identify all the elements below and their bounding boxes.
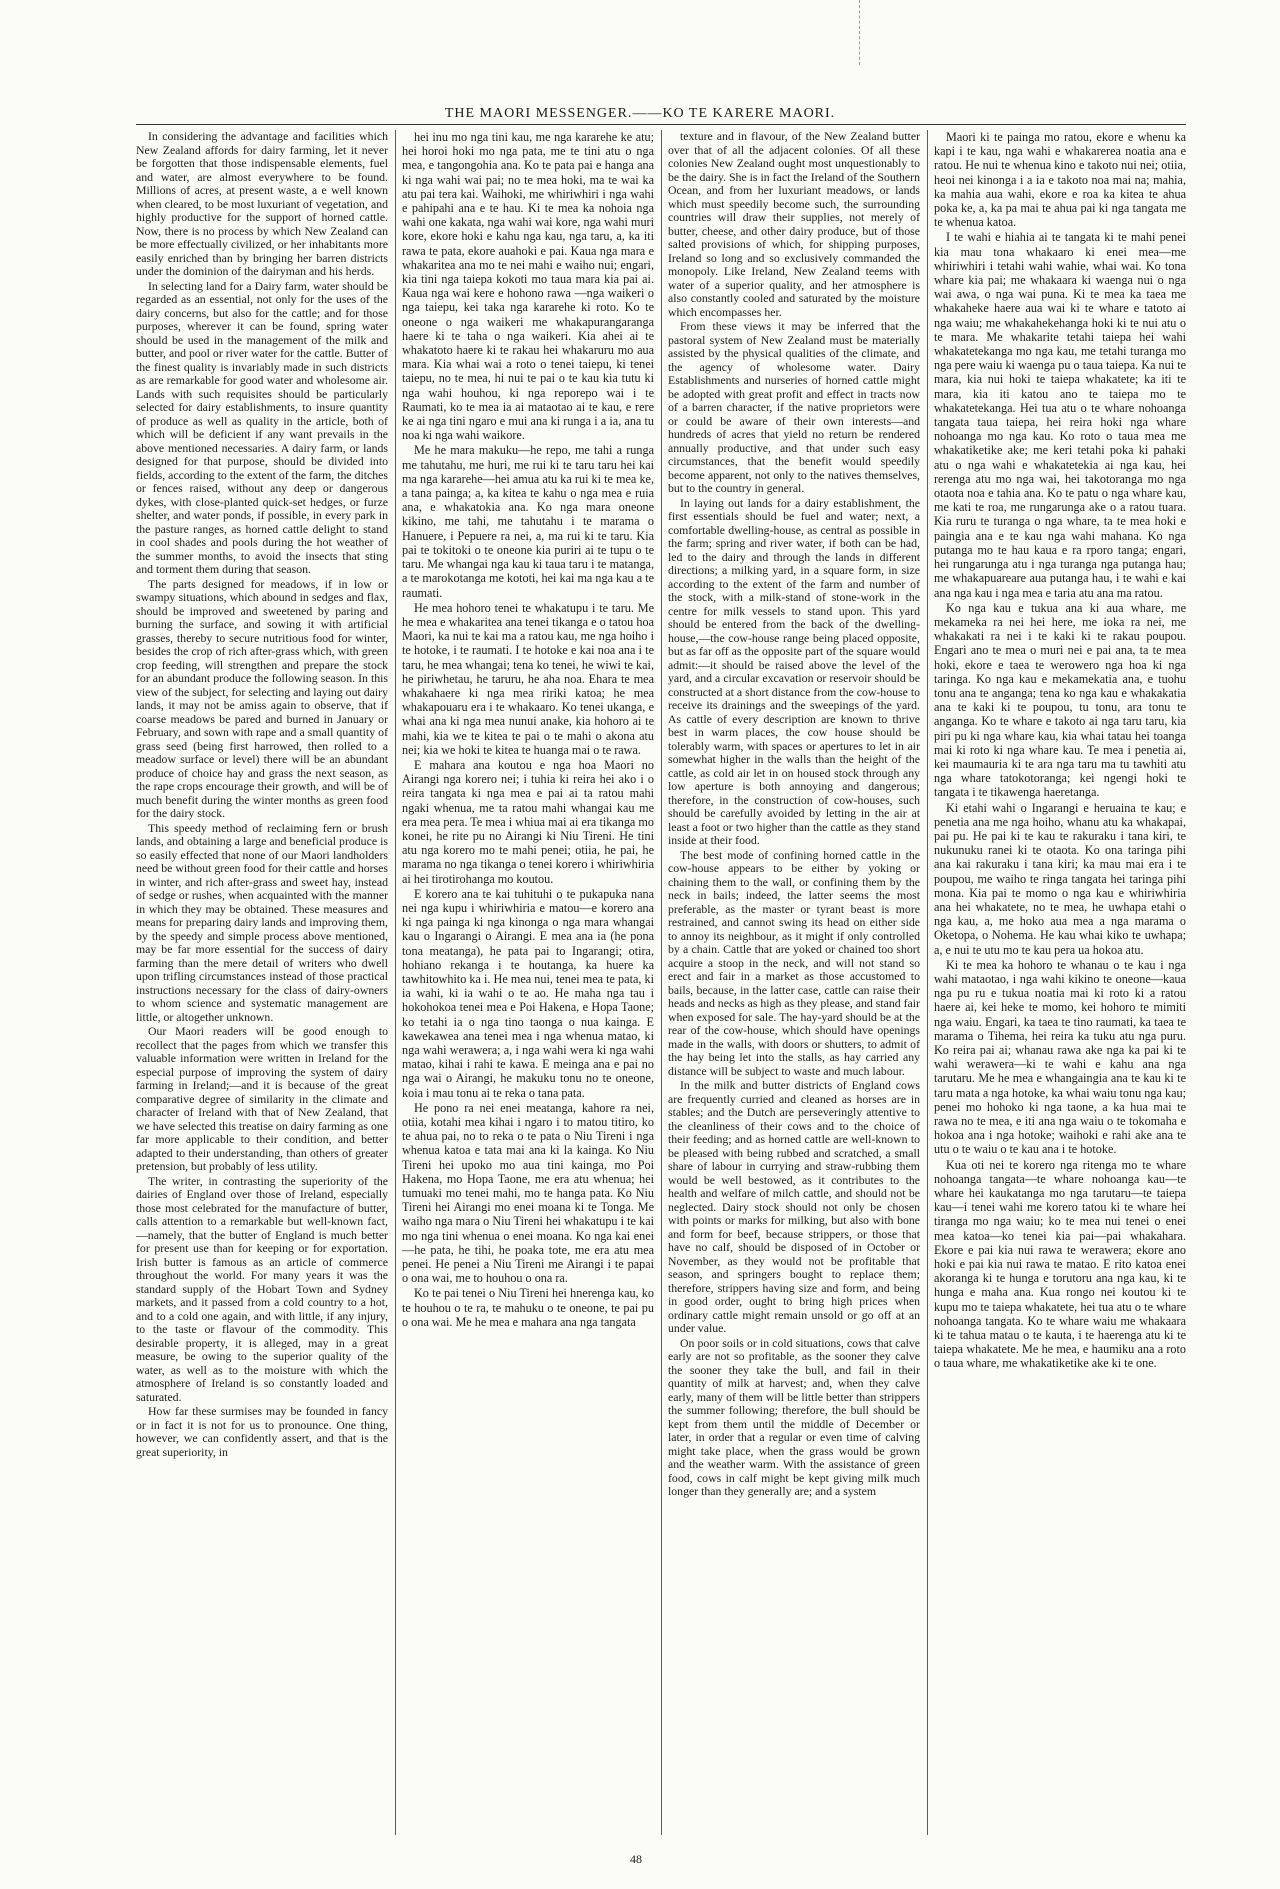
paragraph: Ki etahi wahi o Ingarangi e heruaina te kau; e penetia ana me nga hoiho, whanu atu ka whakapai, pai pu. He pai ki te kau te rakuraku i tana kiri, te nukunuku ranei ki te otaota. Ko ona taringa pihi ana kai rakuraku i tana kiri; ka mau mai era i te poupou, me waiho te ringa tangata hei taringa pihi mona. Kia pai te momo o nga kau e whiriwhiria ana hei whakatete, no te mea, he uwhapa etahi o nga kau, a, me hoko aua mea a nga marama o Oketopa, o Nohema. He kau whai kiko te uwhapa; a, e nui te utu mo te kau pera ua hokoa atu. xyxy=(934,800,1186,957)
column-maori-2 xyxy=(934,130,1186,1835)
header-english-title: THE MAORI MESSENGER. xyxy=(444,106,633,121)
column-divider xyxy=(395,130,396,1835)
running-header xyxy=(180,106,1100,122)
paragraph: In the milk and butter districts of England cows are frequently curried and cleaned as horses are in stables; and the Dutch are perseveringly attentive to the cleanliness of their cows and to the choice of their feeding; and as horned cattle are well-known to be pleased with being rubbed and scratched, a small share of labour in currying and straw-rubbing them would be well bestowed, as it contributes to the health and welfare of milch cattle, and should not be neglected. Dairy stock should not only be chosen with points or marks for milking, but also with bone and form for beef, because strippers, or those that have no calf, should be disposed of in October or November, as they would not be profitable that season, and springers bought to replace them; therefore, strippers having size and form, and being in good order, ought to bring high prices when ordinary cattle might remain unsold or go off at an under value. xyxy=(668,1078,920,1335)
column-maori-1 xyxy=(402,130,654,1835)
paragraph: The best mode of confining horned cattle in the cow-house appears to be either by yoking or chaining them to the wall, or confining them by the neck in bails; indeed, the latter seems the most preferable, as the master or tyrant beast is more restrained, and cannot swing its head on either side to annoy its neighbour, as it might if only controlled by a chain. Cattle that are yoked or chained too short acquire a stoop in the neck, and will not stand so erect and fair in a market as those accustomed to bails, because, in the latter case, cattle can raise their heads and necks as high as they please, and stand fair when exposed for sale. The hay-yard should be at the rear of the cow-house, which should have openings made in the walls, with doors or shutters, to admit of the hay being let into the stalls, as hay carried any distance will be subject to waste and much labour. xyxy=(668,847,920,1078)
column-divider xyxy=(661,130,662,1835)
text-columns xyxy=(136,124,1186,1839)
paragraph: The writer, in contrasting the superiority of the dairies of England over those of Ireland, especially those most celebrated for the manufacture of butter, calls attention to a remarkable but well-known fact,—namely, that the butter of England is much better for present use than for keeping or for exportation. Irish butter is famous as an article of commerce throughout the world. For many years it was the standard supply of the Hobart Town and Sydney markets, and it passed from a cold country to a hot, and to a cold one again, and with little, if any injury, to the taste or flavour of the commodity. This desirable property, it is alleged, may in a great measure, be owing to the superior quality of the water, as well as to the moisture with which the atmosphere of Ireland is so constantly loaded and saturated. xyxy=(136,1173,388,1404)
paragraph: He mea hohoro tenei te whakatupu i te taru. Me he mea e whakaritea ana tenei tikanga e o tatou hoa Maori, ka nui te kai ma a ratou kau, me nga hoiho i te hotoke, i te raumati. I te hotoke e kai noa ana i te taru, he mea whangai; tena ko tenei, he wiwi te kai, he piriwhetau, he taruru, he aha noa. Ehara te mea whakahaere ki nga mea ririki katoa; he mea whakapouaru era i te whakaaro. Ko tenei ukanga, e whai ana ki nga mea nunui anake, kia hohoro ai te mahi, kia we te kitea te pai o te mahi o akona atu nei; kia we hoki te kitea te huanga mai o te rawa. xyxy=(402,600,654,757)
paragraph: Our Maori readers will be good enough to recollect that the pages from which we transfer this valuable information were written in Ireland for the especial purpose of improving the system of dairy farming in Ireland;—and it is because of the great comparative degree of similarity in the climate and character of Ireland with that of New Zealand, that we have selected this treatise on dairy farming as one far more applicable to their condition, and better adapted to their understanding, than others of greater pretension, but probably of less utility. xyxy=(136,1024,388,1173)
header-rule xyxy=(136,124,1186,125)
paragraph: I te wahi e hiahia ai te tangata ki te mahi penei kia mau tona whakaaro ki enei mea—me whiriwhiri i tetahi wahi wahie, whai wai. Ko tona whare kia pai; me whakaara ki waenga nui o nga wai awa, o nga wai puna. Ki te mea ka taea me whakaheke haere aua wai ki te whare e tatoto ai nga waiu; me whakahekehanga hoki ki te nui atu o te mara. Me whakarite tetahi taiepa hei wahi whakatetekanga mo nga kau, me tetahi turanga mo nga pere waiu ki waenga pu o taua taiepa. Ka nui te mara, kia nui hoki te taiepa whakatete; ka iti te mara, kia iti katou ano te taiepa mo te whakatetekanga. Hei tua atu o te whare nohoanga tangata taua taiepa, hei reira hoki nga whare nohoanga mo nga kau. Ko roto o taua mea me whakatiketike ake; me keri tetahi poka ki pahaki atu o nga wahi e whakatetekia ai nga kau, hei rerenga atu mo nga wai, hei takotoranga mo nga otaota noa e tahia ana. Ko te patu o nga whare kau, me kati te roa, me rungarunga ake o a ratou tuara. Kia ruru te turanga o nga whare, ta te mea hoki e paingia ana e te kau nga wahi mahana. Ko nga putanga mo te hau kaua e ra rporo tanga; engari, hei rungarunga atu i nga turanga nga putanga hau; me whakapuareare aua putanga hau, i te wahi e kai ana nga kau i nga mea e taria atu ana ma ratou. xyxy=(934,230,1186,600)
paragraph: Kua oti nei te korero nga ritenga mo te whare nohoanga tangata—te whare nohoanga kau—te whare hei kaukatanga mo nga tarutaru—te taiepa kau—i tenei wahi me korero tatou ki te whare hei tiranga mo nga waiu; ko te mea nui tenei o enei mea katoa—ko tenei kia pai—pai whakahara. Ekore e pai kia nui rawa te werawera; ekore ano hoki e pai kia nui rawa te matao. E rito katoa enei akoranga ki te hunga e torutoru ana nga kau, ki te hunga e maha ana. Kua rongo nei koutou ki te kupu mo te taiepa whakatete, hei tua atu o te whare nohoanga tangata. Ko te whare waiu me whakaara ki te tahua matau o te kauta, i te haerenga atu ki te taiepa whakatete. Me he mea, e haumiku ana a roto o taua whare, me whakatiketike ake ki te one. xyxy=(934,1157,1186,1371)
paragraph: On poor soils or in cold situations, cows that calve early are not so profitable, as the sooner they calve the sooner they take the bull, and fail in their quantity of milk at harvest; and, when they calve early, many of them will be little better than strippers the summer following; therefore, the bull should be kept from them until the middle of December or later, in order that a regular or even time of calving might take place, when the grass would be grown and the weather warm. With the assistance of green food, cows in calf might be kept giving milk much longer than they generally are; and a system xyxy=(668,1335,920,1498)
paragraph: This speedy method of reclaiming fern or brush lands, and obtaining a large and beneficial produce is so easily effected that none of our Maori landholders need be without green food for their cattle and horses in winter, and rich after-grass and sweet hay, instead of sedge or rushes, when acquainted with the manner in which they may be obtained. These measures and means for preparing dairy lands and improving them, by the speedy and simple process above mentioned, may be far more essential for the success of dairy farming than the mere detail of writers who dwell upon trifling circumstances instead of those practical instructions necessary for the class of dairy-owners to whom science and systematic management are little, or altogether unknown. xyxy=(136,820,388,1024)
paragraph: hei inu mo nga tini kau, me nga kararehe ke atu; hei horoi hoki mo nga pata, me te tini atu o nga mea, e tangongohia ana. Ko te pata pai e hanga ana ki nga wahi wai pai; no te mea hoki, ma te wai ka atu pai tera kai. Waihoki, me whiriwhiri i nga wahi e pahipahi ana e te hau. Ki te mea ka nohoia nga wahi one kakata, nga wahi wai kore, nga wahi muri kore, ekore hoki e kahu nga kau, nga taru, a, ka iti rawa te pata, ekore auahoki e pai. Kaua nga mara e whakaritea ana mo te nei mahi e waiho nui; engari, kia tini nga taiepa kokoti mo taua mara kia pai ai. Kaua nga wai kere e hohono rawa —nga waikeri o nga taiepu, kei taka nga kararehe ki roto. Ko te oneone o nga waikeri me whakapurangaranga haere ki te taha o nga waikeri. Kia ahei ai te whakatoto haere ki te rakau hei whakaruru mo aua mara. Kia whai wai a roto o tenei taiepu, ki tenei taiepu, no te mea, hi nui te pai o te kau kia tutu ki nga wahi houhou, ki nga reporepo wai i te Raumati, ko te mea ia ai mataotao ai te kau, e rere ke ai nga tini ngaro e mui ana ki runga i a ia, ana tu noa ki nga wahi waikore. xyxy=(402,130,654,443)
paragraph: In considering the advantage and facilities which New Zealand affords for dairy farming, let it never be forgotten that those indispensable elements, fuel and water, are almost everywhere to be found. Millions of acres, at present waste, a e well known when cleared, to be most luxuriant of vegetation, and highly productive for the support of horned cattle. Now, there is no process by which New Zealand can be more effectually civilized, or her inhabitants more easily enriched than by bringing her barren districts under the dominion of the dairyman and his herds. xyxy=(136,130,388,278)
header-maori-title: KO TE KARERE MAORI. xyxy=(662,106,836,121)
paragraph: Me he mara makuku—he repo, me tahi a runga me tahutahu, me huri, me rui ki te taru taru hei kai ma nga kararehe—hei amua atu ka rui ki te mea ke, a tana painga; a, ka kitea te kahu o nga mea e ruia ana, e whakatokia ana. Ko nga mara oneone kikino, me tahi, me tahutahu i te marama o Hanuere, i Pepuere ra nei, a, ma rui ki te taru. Kia pai te tokitoki o te oneone kia puriri ai te tupu o te taru. Me whangai nga kau ki taua taru i te matanga, a te marokotanga me kototi, hei kai ma nga kau a te raumati. xyxy=(402,443,654,600)
paragraph: texture and in flavour, of the New Zealand butter over that of all the adjacent colonies. Of all these colonies New Zealand ought most unquestionably to be the dairy. She is in fact the Ireland of the Southern Ocean, and from her luxuriant meadows, or lands which must speedily become such, the surrounding countries will draw their supplies, not merely of butter, cheese, and other dairy produce, but of those salted provisions of which, for shipping purposes, Ireland so long and so exclusively commanded the monopoly. Like Ireland, New Zealand teems with water of a superior quality, and her atmosphere is also constantly cooled and saturated by the moisture which encompasses her. xyxy=(668,130,920,319)
paragraph: The parts designed for meadows, if in low or swampy situations, which abound in sedges and flax, should be improved and sweetened by paring and burning the surface, and sowing it with artificial grasses, thereby to secure nutritious food for winter, besides the crop of rich after-grass which, with green crop feeding, will strengthen and prepare the stock for an abundant produce the following season. In this view of the subject, for selecting and laying out dairy lands, it may not be amiss again to observe, that if coarse meadows be pared and burned in January or February, and sown with rape and a small quantity of grass seed (being first harrowed, then rolled to a meadow surface or level) there will be an abundant produce of choice hay and grass the next season, as the rape crops encourage their growth, and will be of much benefit during the winter months as green food for the dairy stock. xyxy=(136,576,388,820)
paragraph: E mahara ana koutou e nga hoa Maori no Airangi nga korero nei; i tuhia ki reira hei ako i o reira tangata ki nga mea e pai ai ta ratou mahi ngaki whenua, me ta ratou mahi whangai kau me era mea pera. Te mea i whiua mai ai era tikanga mo konei, he rite pu no Airangi ki Niu Tireni. He tini atu nga korero mo te mahi penei; otiia, he pai, he marama no nga tikanga o tenei korero i whiriwhiria ai hei tirotirohanga mo koutou. xyxy=(402,757,654,886)
paragraph: E korero ana te kai tuhituhi o te pukapuka nana nei nga kupu i whiriwhiria e matou—e korero ana ki nga painga ki nga kinonga o nga mara whangai kau o Ingarangi o Airangi. E mea ana ia (he pona tona meatanga), he pata pai to Ingarangi; otira, hohiano rekanga i te houtanga, ka huere ka tawhitowhito ka i. He mea nui, tenei mea te pata, ki ia wahi, ki ia wahi o te ao. He maha nga tau i hokohokoa tenei mea e Poi Hakena, e Hopa Taone; ko tetahi ia o nga tino taonga o nua kainga. E kawekawea ana tenei mea i nga whenua matao, ki nga wahi werawera; a, i nga wahi wera ki nga wahi matao, kihai i rahi te kawa. E meinga ana e pai no nga wai o Airangi, he makuku tonu no te oneone, koia i mau tonu ai te reka o tana pata. xyxy=(402,886,654,1100)
paragraph: In selecting land for a Dairy farm, water should be regarded as an essential, not only for the uses of the dairy concerns, but also for the cattle; and for those purposes, wherever it can be found, spring water should be used in the management of the milk and butter, and pool or river water for the cattle. Butter of the finest quality is invariably made in such districts as are remarkable for good water and wholesome air. Lands with such requisites should be particularly selected for dairy establishments, to insure quantity of produce as well as quality in the article, both of which will be deficient if any want prevails in the above mentioned necessaries. A dairy farm, or lands designed for that purpose, should be divided into fields, according to the extent of the farm, the ditches or fences raised, without any deep or dangerous dykes, with close-planted quick-set hedges, or furze shelter, and water ponds, if possible, in every park in the pasture ranges, as horned cattle delight to stand in cool shades and pools during the hot weather of the summer months, to avoid the insects that sting and torment them during that season. xyxy=(136,278,388,576)
header-separator: —— xyxy=(632,106,663,121)
column-divider xyxy=(927,130,928,1835)
page-number: 48 xyxy=(630,1852,642,1866)
paragraph: In laying out lands for a dairy establishment, the first essentials should be fuel and water; next, a comfortable dwelling-house, as central as possible in the farm; spring and river water, if both can be had, led to the dairy and through the lands in different directions; a milking yard, in a square form, in size according to the extent of the farm and number of the stock, with a milk-stand of stone-work in the centre for milk vessels to stand upon. This yard should be entered from the back of the dwelling-house,—the cow-house range being placed opposite, but as far off as the opposite part of the square would admit:—it should be raised above the level of the yard, and a circular excavation or reservoir should be constructed at a short distance from the cow-house to receive its drainings and the sweepings of the yard. As cattle of every description are known to thrive best in warm places, the cow house should be tolerably warm, with spaces or apertures to let in air somewhat higher in the walls than the height of the cattle, as cold air let in on housed stock through any low aperture is both annoying and dangerous; therefore, in the construction of cow-houses, such should be carefully avoided by letting in the air at least a foot or two higher than the cattle as they stand inside at their food. xyxy=(668,495,920,847)
paragraph: He pono ra nei enei meatanga, kahore ra nei, otiia, kotahi mea kihai i ngaro i to matou titiro, ko te ahua pai, no to reka o te pata o Niu Tireni i nga whenua katoa e tata mai ana ki la kainga. Ko Niu Tireni hei upoko mo aua tini kainga, mo Poi Hakena, mo Hopa Taone, me era atu whenua; hei tumuaki mo tenei mahi, mo te hanga pata. Ko Niu Tireni hei Airangi mo enei moana ki te Tonga. Me waiho nga mara o Niu Tireni hei whakatupu i te kai mo nga tini whenua o enei moana. Ko nga kai enei—he pata, he tihi, he poaka tote, me era atu mea penei. He penei a Niu Tireni me Airangi i te papai o ona wai, me to houhou o ona ra. xyxy=(402,1100,654,1286)
paragraph: Ko nga kau e tukua ana ki aua whare, me mekameka ra nei hei here, me ioka ra nei, me whakakati ra nei i te kaki ki te rakau poupou. Engari ano te mea o muri nei e pai ana, ta te mea hoki, ekore e taea te werowero nga hoa ki nga taringa. Ko nga kau e mekamekatia ana, e tuohu tonu ana te anganga; tena ko nga kau e whakakatia ana te kaki ki te poupou, tu tonu, ara tonu te anganga. Ko te whare e takoto ai nga taru taru, kia piri pu ki nga whare kau, kia whai tatau hei toanga mai ki roto ki nga whare kau. Te mea i penetia ai, kei maumauria ki te ara nga taru ma tu tawhiti atu nga whare tatokotoranga; kei ngengi hoki te tangata i te tikawenga haeretanga. xyxy=(934,600,1186,800)
paragraph: Maori ki te painga mo ratou, ekore e whenu ka kapi i te kau, nga wahi e whakarerea noatia ana e ratou. He nui te whenua kino e takoto nui nei; otiia, heoi nei kinonga i a ia e takoto noa mai na; mahia, ka mahia aua wahi, ekore e roa ka kitea te ahua poka ke, a, ka pa mai te ahua pai ki nga tangata me te whenua katoa. xyxy=(934,130,1186,230)
paragraph: From these views it may be inferred that the pastoral system of New Zealand must be materially assisted by the physical qualities of the climate, and the agency of wholesome water. Dairy Establishments and nurseries of horned cattle might be adopted with great profit and effect in tracts now of a barren character, if the native proprietors were or could be aware of their own interests—and hundreds of acres that yield no return be rendered annually productive, and that under such easy circumstances, that the benefit would speedily become apparent, not only to the natives themselves, but to the country in general. xyxy=(668,319,920,495)
fold-crease xyxy=(859,0,862,65)
column-english-1 xyxy=(136,130,388,1835)
paragraph: How far these surmises may be founded in fancy or in fact it is not for us to pronounce. One thing, however, we can confidently assert, and that is the great superiority, in xyxy=(136,1404,388,1459)
paragraph: Ki te mea ka hohoro te whanau o te kau i nga wahi mataotao, i nga wahi kikino te oneone—kaua nga pu ru e tukua noatia mai ki roto ki a ratou haere ai, kei heke te momo, kei hohoro te mimiti nga waiu. Engari, ka taea te tino raumati, ka taea te marama o Tihema, hei reira ka tuku atu nga puru. Ko reira pai ai; whanau rawa ake nga ka pai ki te wahi werawera—ki te wahi e kahu ana nga tarutaru. Me he mea e whangaingia ana te kau ki te taru mata a nga hotoke, ka whai waiu tonu nga kau; penei mo hohoko ki nga taone, a ka hua mai te rawa no te mea, e iti ana nga waiu o te tokomaha e hokoa ana i nga hotoke; waihoki e rahi ake ana te utu o te waiu o te kau ana i te hotoke. xyxy=(934,957,1186,1157)
paragraph: Ko te pai tenei o Niu Tireni hei hnerenga kau, ko te houhou o te ra, te mahuku o te oneone, te pai pu o ona wai. Me he mea e mahara ana nga tangata xyxy=(402,1286,654,1329)
column-english-2 xyxy=(668,130,920,1835)
